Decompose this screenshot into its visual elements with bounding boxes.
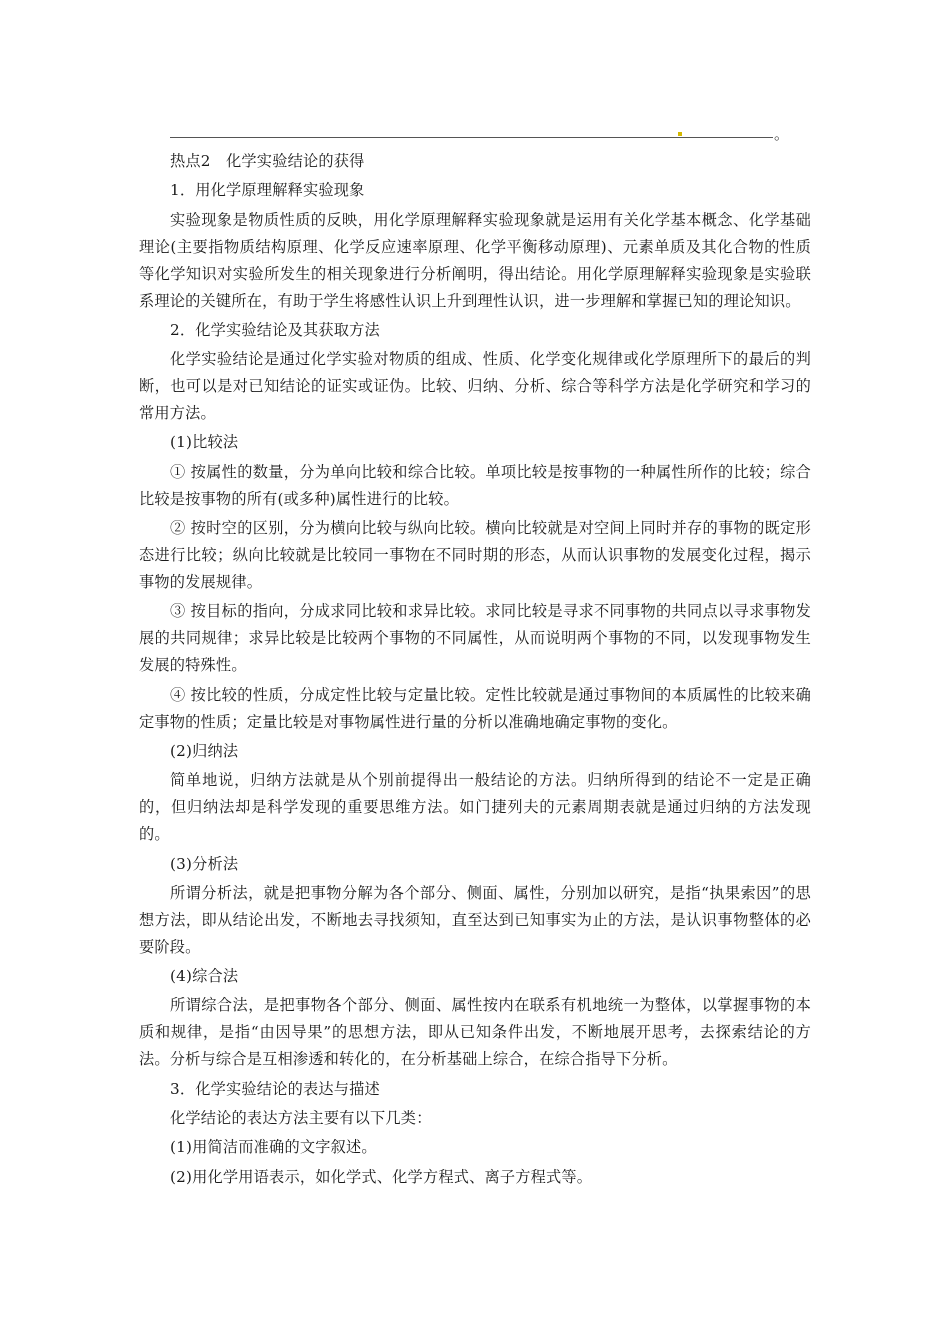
method-2-paragraph: 简单地说，归纳方法就是从个别前提得出一般结论的方法。归纳所得到的结论不一定是正确的，但归纳法却是科学发现的重要思维方法。如门捷列夫的元素周期表就是通过归纳的方法发现的。 xyxy=(139,771,811,844)
section-1-title: 1．用化学原理解释实验现象 xyxy=(170,181,365,200)
section-3-title: 3．化学实验结论的表达与描述 xyxy=(170,1079,380,1098)
method-4-title: (4)综合法 xyxy=(170,967,239,986)
line-end-period: 。 xyxy=(774,125,790,143)
method-3-title: (3)分析法 xyxy=(170,854,239,873)
highlight-dot xyxy=(678,132,682,136)
answer-blank-line xyxy=(170,137,773,138)
method-3-paragraph: 所谓分析法，就是把事物分解为各个部分、侧面、属性，分别加以研究，是指“执果索因”的思想方法，即从结论出发，不断地去寻找须知，直至达到已知事实为止的方法，是认识事物整体的必要阶段。 xyxy=(139,883,811,956)
section-1-paragraph: 实验现象是物质性质的反映，用化学原理解释实验现象就是运用有关化学基本概念、化学基础理论(主要指物质结构原理、化学反应速率原理、化学平衡移动原理)、元素单质及其化合物的性质等化学知识对实验所发生的相关现象进行分析阐明，得出结论。用化学原理解释实验现象是实验联系理论的关键所在，有助于学生将感性认识上升到理性认识，进一步理解和掌握已知的理论知识。 xyxy=(139,210,811,310)
method-1-title: (1)比较法 xyxy=(170,433,239,452)
section-3-paragraph: 化学结论的表达方法主要有以下几类： xyxy=(170,1109,432,1128)
method-1-item-3: ③ 按目标的指向，分成求同比较和求异比较。求同比较是寻求不同事物的共同点以寻求事物发展的共同规律；求异比较是比较两个事物的不同属性，从而说明两个事物的不同，以发现事物发生发展的特殊性。 xyxy=(139,602,811,675)
section-3-item-2: (2)用化学用语表示，如化学式、化学方程式、离子方程式等。 xyxy=(170,1167,593,1186)
section-2-paragraph: 化学实验结论是通过化学实验对物质的组成、性质、化学变化规律或化学原理所下的最后的判断，也可以是对已知结论的证实或证伪。比较、归纳、分析、综合等科学方法是化学研究和学习的常用方法。 xyxy=(139,350,811,423)
method-1-item-1: ① 按属性的数量，分为单向比较和综合比较。单项比较是按事物的一种属性所作的比较；综合比较是按事物的所有(或多种)属性进行的比较。 xyxy=(139,462,811,508)
method-2-title: (2)归纳法 xyxy=(170,741,239,760)
document-body xyxy=(139,148,811,1193)
method-1-item-2: ② 按时空的区别，分为横向比较与纵向比较。横向比较就是对空间上同时并存的事物的既定形态进行比较；纵向比较就是比较同一事物在不同时期的形态，从而认识事物的发展变化过程，揭示事物的发展规律。 xyxy=(139,519,811,592)
method-1-item-4: ④ 按比较的性质，分成定性比较与定量比较。定性比较就是通过事物间的本质属性的比较来确定事物的性质；定量比较是对事物属性进行量的分析以准确地确定事物的变化。 xyxy=(139,685,811,731)
section-2-title: 2．化学实验结论及其获取方法 xyxy=(170,320,380,339)
method-4-paragraph: 所谓综合法，是把事物各个部分、侧面、属性按内在联系有机地统一为整体，以掌握事物的本质和规律，是指“由因导果”的思想方法，即从已知条件出发，不断地展开思考，去探索结论的方法。分析与综合是互相渗透和转化的，在分析基础上综合，在综合指导下分析。 xyxy=(139,996,811,1069)
hotspot-title: 热点2 化学实验结论的获得 xyxy=(170,152,365,170)
section-3-item-1: (1)用简洁而准确的文字叙述。 xyxy=(170,1138,377,1157)
